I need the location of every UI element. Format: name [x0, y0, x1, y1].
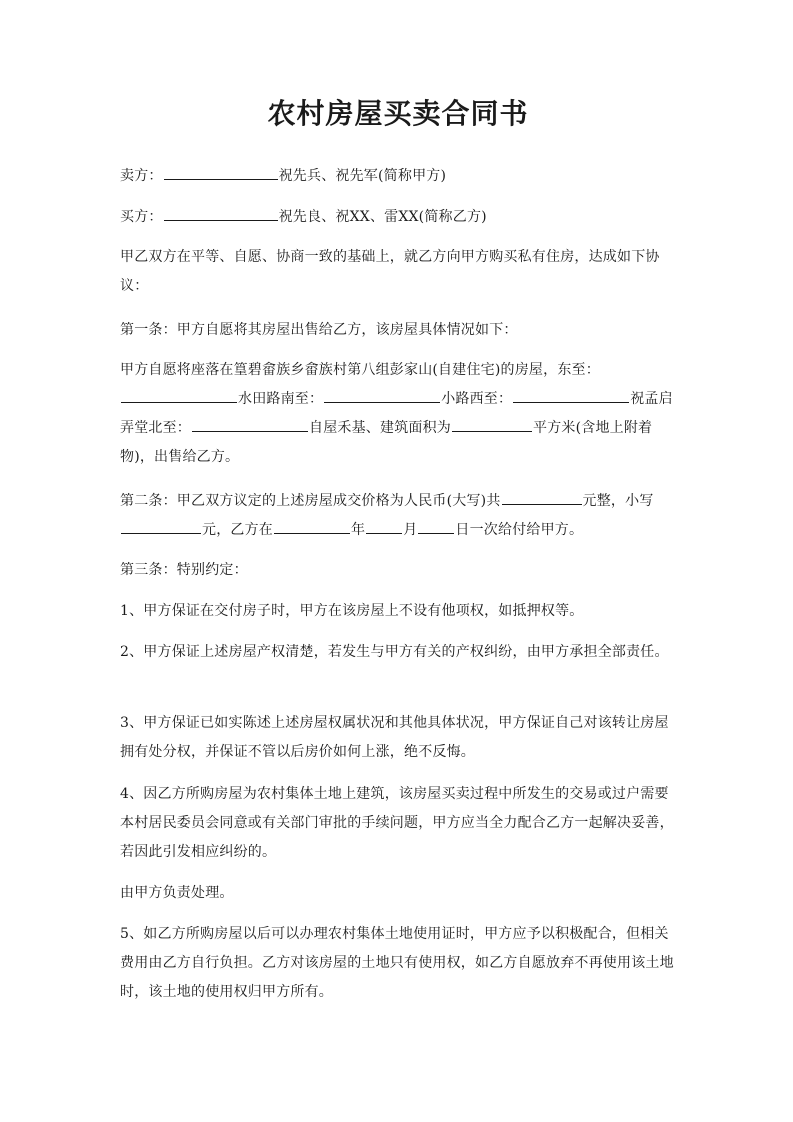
article-1-text-4: 祝孟启弄堂北至： — [120, 391, 673, 436]
buyer-label: 买方： — [120, 209, 163, 225]
seller-value: 祝先兵、祝先军(简称甲方) — [278, 168, 447, 184]
buyer-blank — [164, 206, 278, 221]
article-1-text-6: 平方米(含地上附着物)，出售给乙方。 — [120, 420, 653, 465]
east-blank — [121, 388, 237, 403]
day-blank — [418, 519, 454, 534]
year-blank — [274, 519, 350, 534]
clause-3: 3、甲方保证已如实陈述上述房屋权属状况和其他具体状况，甲方保证自己对该转让房屋拥有处分权，并保证不管以后房价如何上涨，绝不反悔。 — [120, 715, 669, 760]
article-1-text-2: 水田路南至： — [238, 391, 324, 407]
article-1-text-3: 小路西至： — [441, 391, 513, 407]
article-1-text-1: 甲方自愿将座落在篁碧畲族乡畲族村第八组彭家山(自建住宅)的房屋，东至： — [120, 362, 600, 378]
buyer-line — [120, 203, 676, 232]
clause-4: 4、因乙方所购房屋为农村集体土地上建筑，该房屋买卖过程中所发生的交易或过户需要本村居民委员会同意或有关部门审批的手续问题，甲方应当全力配合乙方一起解决妥善，若因此引发相应纠纷的。 — [120, 786, 674, 860]
seller-blank — [164, 165, 278, 180]
area-blank — [452, 417, 532, 432]
article-2-text-5: 月 — [403, 522, 418, 538]
article-2-text-3: 元，乙方在 — [202, 522, 273, 538]
clause-1: 1、甲方保证在交付房子时，甲方在该房屋上不设有他项权，如抵押权等。 — [120, 603, 584, 619]
month-blank — [366, 519, 402, 534]
clause-2: 2、甲方保证上述房屋产权清楚，若发生与甲方有关的产权纠纷，由甲方承担全部责任。 — [120, 644, 669, 660]
south-blank — [324, 388, 440, 403]
article-1-title: 第一条：甲方自愿将其房屋出售给乙方，该房屋具体情况如下： — [120, 322, 518, 338]
buyer-value: 祝先良、祝XX、雷XX(简称乙方) — [278, 209, 487, 225]
article-2-text-1: 第二条：甲乙双方议定的上述房屋成交价格为人民币(大写)共 — [120, 493, 501, 509]
price-upper-blank — [502, 490, 582, 505]
article-1-body — [120, 356, 676, 472]
seller-label: 卖方： — [120, 168, 163, 184]
article-1-text-5: 自屋禾基、建筑面积为 — [309, 420, 451, 436]
document-title: 农村房屋买卖合同书 — [267, 97, 529, 130]
clause-5: 5、如乙方所购房屋以后可以办理农村集体土地使用证时，甲方应予以积极配合，但相关费用由乙方自行负担。乙方对该房屋的土地只有使用权，如乙方自愿放弃不再使用该土地时，该土地的使用权归甲方所有。 — [120, 926, 674, 1000]
article-2 — [120, 487, 676, 545]
west-blank — [513, 388, 629, 403]
article-2-text-2: 元整，小写 — [582, 493, 654, 509]
article-2-text-6: 日一次给付给甲方。 — [455, 522, 584, 538]
price-lower-blank — [121, 519, 201, 534]
article-3-title: 第三条：特别约定： — [120, 562, 248, 578]
seller-line — [120, 162, 676, 191]
clause-4-tail: 由甲方负责处理。 — [120, 885, 234, 901]
intro-paragraph: 甲乙双方在平等、自愿、协商一致的基础上，就乙方向甲方购买私有住房，达成如下协议： — [120, 249, 660, 294]
article-2-text-4: 年 — [351, 522, 366, 538]
north-blank — [192, 417, 308, 432]
